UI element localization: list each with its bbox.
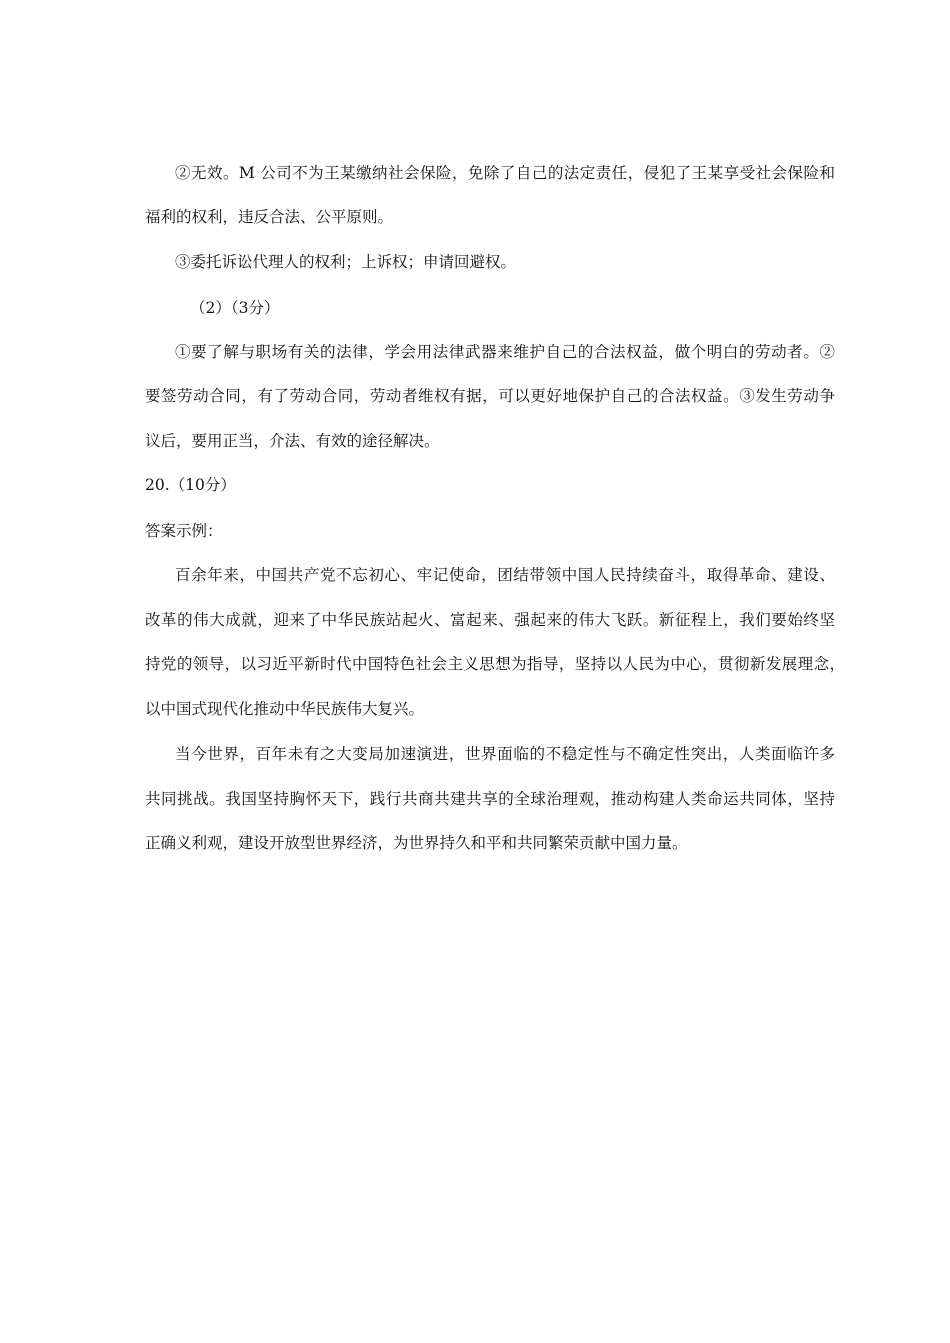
text: 共同挑战。我国坚持胸怀天下，践行共商共建共享的全球治理观，推动构建人类命运共同体，坚持 (145, 790, 835, 808)
text: （2）（3分） (190, 299, 280, 317)
text: 议后，要用正当，介法、有效的途径解决。 (145, 432, 440, 450)
paragraph-line (0, 833, 950, 853)
paragraph-line (0, 654, 950, 674)
text: ①要了解与职场有关的法律，学会用法律武器来维护自己的合法权益，做个明白的劳动者。② (175, 343, 835, 361)
paragraph-line (0, 744, 950, 764)
text: 百余年来，中国共产党不忘初心、牢记使命，团结带领中国人民持续奋斗，取得革命、建设、 (175, 566, 835, 584)
text: ③委托诉讼代理人的权利；上诉权；申请回避权。 (175, 253, 517, 271)
paragraph-line (0, 163, 950, 183)
paragraph-line (0, 610, 950, 630)
text: 20.（10分） (145, 476, 236, 494)
text: 当今世界，百年未有之大变局加速演进，世界面临的不稳定性与不确定性突出，人类面临许多 (175, 745, 835, 763)
paragraph-line (0, 431, 950, 451)
text: 正确义利观，建设开放型世界经济，为世界持久和平和共同繁荣贡献中国力量。 (145, 834, 688, 852)
question-number (0, 475, 950, 495)
paragraph-line (0, 342, 950, 362)
answer-heading (0, 521, 950, 541)
text: 改革的伟大成就，迎来了中华民族站起火、富起来、强起来的伟大飞跃。新征程上，我们要始终坚 (145, 611, 835, 629)
text: 持党的领导，以习近平新时代中国特色社会主义思想为指导，坚持以人民为中心，贯彻新发展理念， (145, 655, 845, 673)
text: ②无效。M 公司不为王某缴纳社会保险，免除了自己的法定责任，侵犯了王某享受社会保险和 (175, 164, 835, 182)
text: 福利的权利，违反合法、公平原则。 (145, 208, 394, 226)
paragraph-line (0, 252, 950, 272)
paragraph-line (0, 386, 950, 406)
text: 以中国式现代化推动中华民族伟大复兴。 (145, 700, 425, 718)
section-label (0, 298, 950, 318)
paragraph-line (0, 207, 950, 227)
text: 答案示例： (145, 522, 223, 540)
paragraph-line (0, 789, 950, 809)
paragraph-line (0, 565, 950, 585)
text: 要签劳动合同，有了劳动合同，劳动者维权有据，可以更好地保护自己的合法权益。③发生劳动争 (145, 387, 835, 405)
paragraph-line (0, 699, 950, 719)
